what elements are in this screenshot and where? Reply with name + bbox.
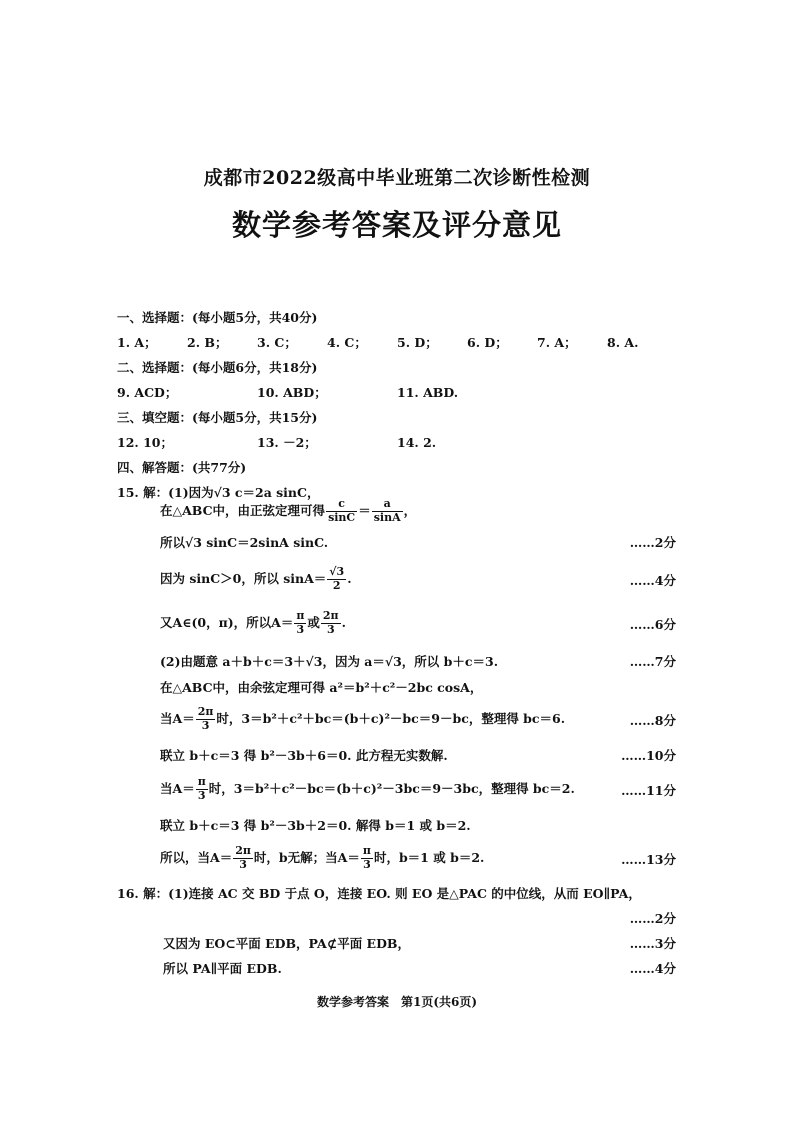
section-1-header: 一、选择题：(每小题5分，共40分) [117, 310, 318, 325]
answer-3: 3. C； [257, 335, 297, 350]
q15-line-2: 在△ABC中，由正弦定理可得 $\frac{c}{\sin C}$ ＝ $\frac{a}{\sin A}$ ， [160, 497, 417, 524]
score-8: ……8分 [629, 713, 676, 728]
section-3-header: 三、填空题：(每小题5分，共15分) [117, 410, 318, 425]
score-4: ……4分 [629, 573, 676, 588]
answer-6: 6. D； [467, 335, 508, 350]
q15-line-10: 当A＝ $\frac{\pi}{3}$ 时，3＝b²＋c²－bc＝(b＋c)²－3bc＝9－3bc，整理得 bc＝2. [160, 775, 575, 802]
fraction-2pi-3: $\frac{2\pi}{3}$ [197, 705, 214, 732]
score-6: ……6分 [629, 617, 676, 632]
score-2: ……2分 [629, 535, 676, 550]
fraction-a-sinA: $\frac{a}{\sin A}$ [373, 497, 401, 524]
q15-line-12: 所以，当A＝ $\frac{2\pi}{3}$ 时，b无解；当A＝ $\frac{\pi}{3}$ 时，b＝1 或 b＝2. [160, 844, 485, 871]
fraction-c-sinC: $\frac{c}{\sin C}$ [328, 497, 356, 524]
answer-4: 4. C； [327, 335, 367, 350]
score-13: ……13分 [621, 852, 676, 867]
q15-line-7: 在△ABC中，由余弦定理可得 a²＝b²＋c²－2bc cosA， [160, 680, 483, 695]
answer-5: 5. D； [397, 335, 438, 350]
q15-line-9: 联立 b＋c＝3 得 b²－3b＋6＝0. 此方程无实数解. [160, 748, 448, 763]
q15-line-4: 因为 sinC＞0，所以 sinA＝ $\frac{√3}{2}$ . [160, 565, 352, 592]
answer-11: 11. ABD. [397, 385, 459, 400]
score-16-4: ……4分 [629, 961, 676, 976]
fraction-2pi-3: $\frac{2\pi}{3}$ [235, 844, 251, 871]
answer-7: 7. A； [537, 335, 577, 350]
page-footer: 数学参考答案 第1页(共6页) [316, 995, 478, 1009]
score-10: ……10分 [621, 748, 676, 763]
score-16-2: ……2分 [629, 911, 676, 926]
score-7: ……7分 [629, 654, 676, 669]
fraction-2pi-3: $\frac{2\pi}{3}$ [322, 609, 339, 636]
page-title: 数学参考答案及评分意见 [231, 208, 562, 242]
section-4-header: 四、解答题：(共77分) [117, 460, 247, 475]
q15-line-8: 当A＝ $\frac{2\pi}{3}$ 时，3＝b²＋c²＋bc＝(b＋c)²－bc＝9－bc，整理得 bc＝6. [160, 705, 566, 732]
exam-title: 成都市2022级高中毕业班第二次诊断性检测 [203, 167, 591, 189]
fraction-pi-3: $\frac{\pi}{3}$ [362, 844, 371, 871]
q16-line-3: 所以 PA∥平面 EDB. [163, 961, 282, 976]
q16-line-1: 16. 解：(1)连接 AC 交 BD 于点 O，连接 EO. 则 EO 是△PAC 的中位线，从而 EO∥PA， [117, 886, 641, 901]
score-16-3: ……3分 [629, 936, 676, 951]
fraction-sqrt3-2: $\frac{√3}{2}$ [329, 565, 345, 592]
fraction-pi-3: $\frac{\pi}{3}$ [197, 775, 206, 802]
q15-line-1: 15. 解：(1)因为√3 c＝2a sinC， [117, 485, 320, 500]
answer-2: 2. B； [187, 335, 228, 350]
answer-10: 10. ABD； [257, 385, 327, 400]
answer-9: 9. ACD； [117, 385, 178, 400]
answer-8: 8. A. [607, 335, 639, 350]
fraction-pi-3: $\frac{\pi}{3}$ [296, 609, 305, 636]
q15-line-5: 又A∈(0，π)，所以A＝ $\frac{\pi}{3}$ 或 $\frac{2\pi}{3}$ . [160, 609, 346, 636]
answer-13: 13. －2； [257, 435, 317, 450]
answer-12: 12. 10； [117, 435, 173, 450]
q15-line-3: 所以√3 sinC＝2sinA sinC. [160, 535, 329, 550]
answer-14: 14. 2. [397, 435, 437, 450]
q15-l2-text: 在△ABC中，由正弦定理可得 [160, 503, 326, 518]
q15-line-11: 联立 b＋c＝3 得 b²－3b＋2＝0. 解得 b＝1 或 b＝2. [160, 818, 471, 833]
q16-line-2: 又因为 EO⊂平面 EDB，PA⊄平面 EDB， [163, 936, 410, 951]
q15-line-6: (2)由题意 a＋b＋c＝3＋√3，因为 a＝√3，所以 b＋c＝3. [160, 654, 499, 669]
answer-1: 1. A； [117, 335, 157, 350]
score-11: ……11分 [621, 783, 676, 798]
section-2-header: 二、选择题：(每小题6分，共18分) [117, 360, 318, 375]
